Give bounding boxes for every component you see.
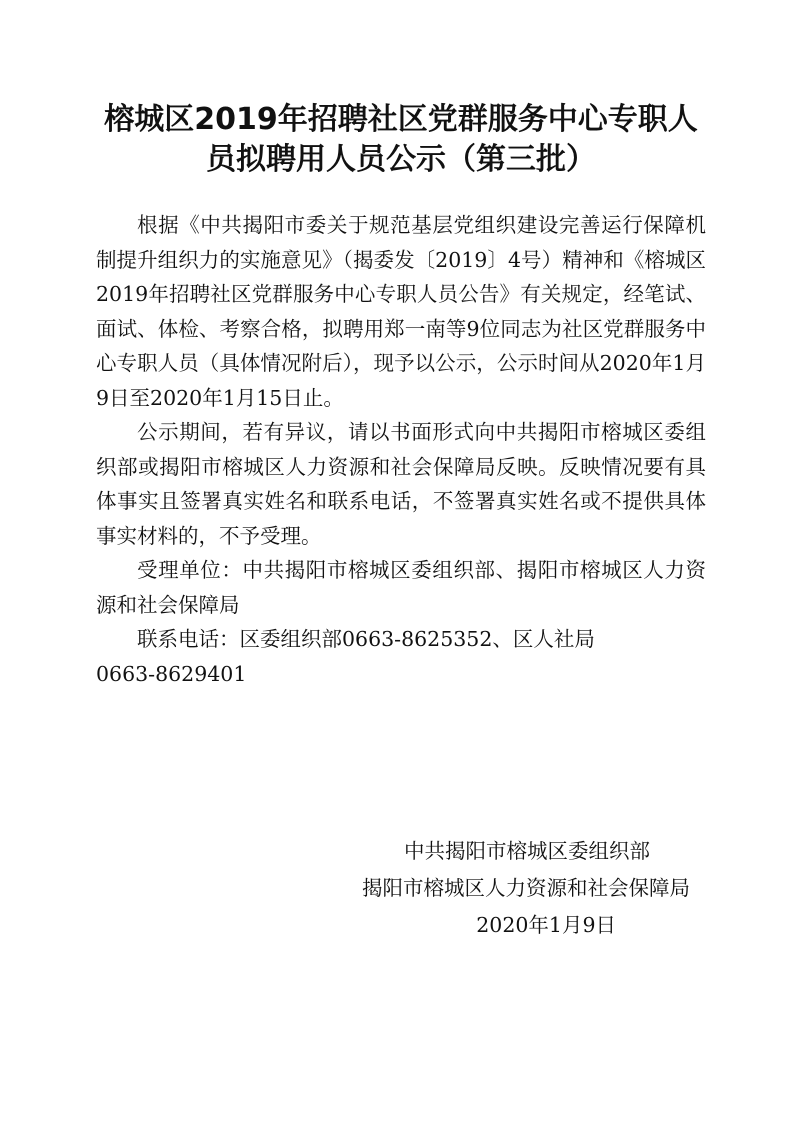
paragraph-receiving-unit: 受理单位：中共揭阳市榕城区委组织部、揭阳市榕城区人力资源和社会保障局 bbox=[96, 558, 706, 617]
document-body bbox=[96, 208, 706, 691]
paragraph-objection: 公示期间，若有异议，请以书面形式向中共揭阳市榕城区委组织部或揭阳市榕城区人力资源和社会保障局反映。反映情况要有具体事实且签署真实姓名和联系电话，不签署真实姓名或不提供具体事实材料的，不予受理。 bbox=[96, 420, 706, 548]
paragraph-basis: 根据《中共揭阳市委关于规范基层党组织建设完善运行保障机制提升组织力的实施意见》（揭委发〔2019〕4号）精神和《榕城区2019年招聘社区党群服务中心专职人员公告》有关规定，经笔试、面试、体检、考察合格，拟聘用郑一南等9位同志为社区党群服务中心专职人员（具体情况附后），现予以公示，公示时间从2020年1月9日至2020年1月15日止。 bbox=[96, 213, 706, 410]
contact-phone-continued: 0663-8629401 bbox=[96, 661, 247, 686]
signature-date: 2020年1月9日 bbox=[476, 913, 616, 937]
signature-org-1: 中共揭阳市榕城区委组织部 bbox=[404, 839, 650, 863]
contact-phone-line: 联系电话：区委组织部0663-8625352、区人社局 bbox=[137, 627, 595, 651]
signature-block bbox=[362, 833, 690, 944]
title-line-2: 员拟聘用人员公示（第三批） bbox=[206, 142, 596, 177]
title-line-1: 榕城区2019年招聘社区党群服务中心专职人 bbox=[104, 102, 698, 137]
signature-org-2: 揭阳市榕城区人力资源和社会保障局 bbox=[362, 876, 690, 900]
page-title bbox=[96, 100, 706, 180]
